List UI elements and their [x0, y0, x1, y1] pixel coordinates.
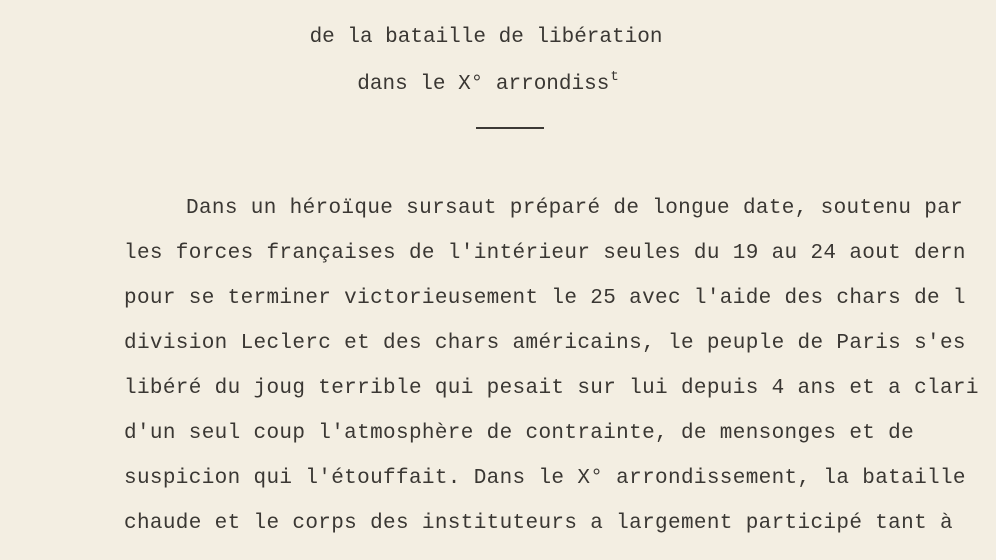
body-line-8: chaude et le corps des instituteurs a largement participé tant à [124, 512, 953, 535]
body-line-4: division Leclerc et des chars américains, le peuple de Paris s'es [124, 332, 966, 355]
heading-separator-rule [476, 127, 544, 129]
heading-line-2-text: dans le X° arrondiss [357, 73, 610, 96]
heading-line-2 [0, 69, 986, 98]
body-line-5: libéré du joug terrible qui pesait sur lui depuis 4 ans et a clari [124, 377, 979, 400]
body-line-2: les forces françaises de l'intérieur seules du 19 au 24 aout dern [124, 242, 966, 265]
heading-line-1: de la bataille de libération [309, 26, 663, 49]
body-line-1: Dans un héroïque sursaut préparé de longue date, soutenu par [186, 197, 964, 220]
heading-superscript: t [610, 69, 619, 85]
body-line-7: suspicion qui l'étouffait. Dans le X° arrondissement, la bataille [124, 467, 966, 490]
body-line-3: pour se terminer victorieusement le 25 avec l'aide des chars de l [124, 287, 966, 310]
body-line-6: d'un seul coup l'atmosphère de contrainte, de mensonges et de [124, 422, 915, 445]
